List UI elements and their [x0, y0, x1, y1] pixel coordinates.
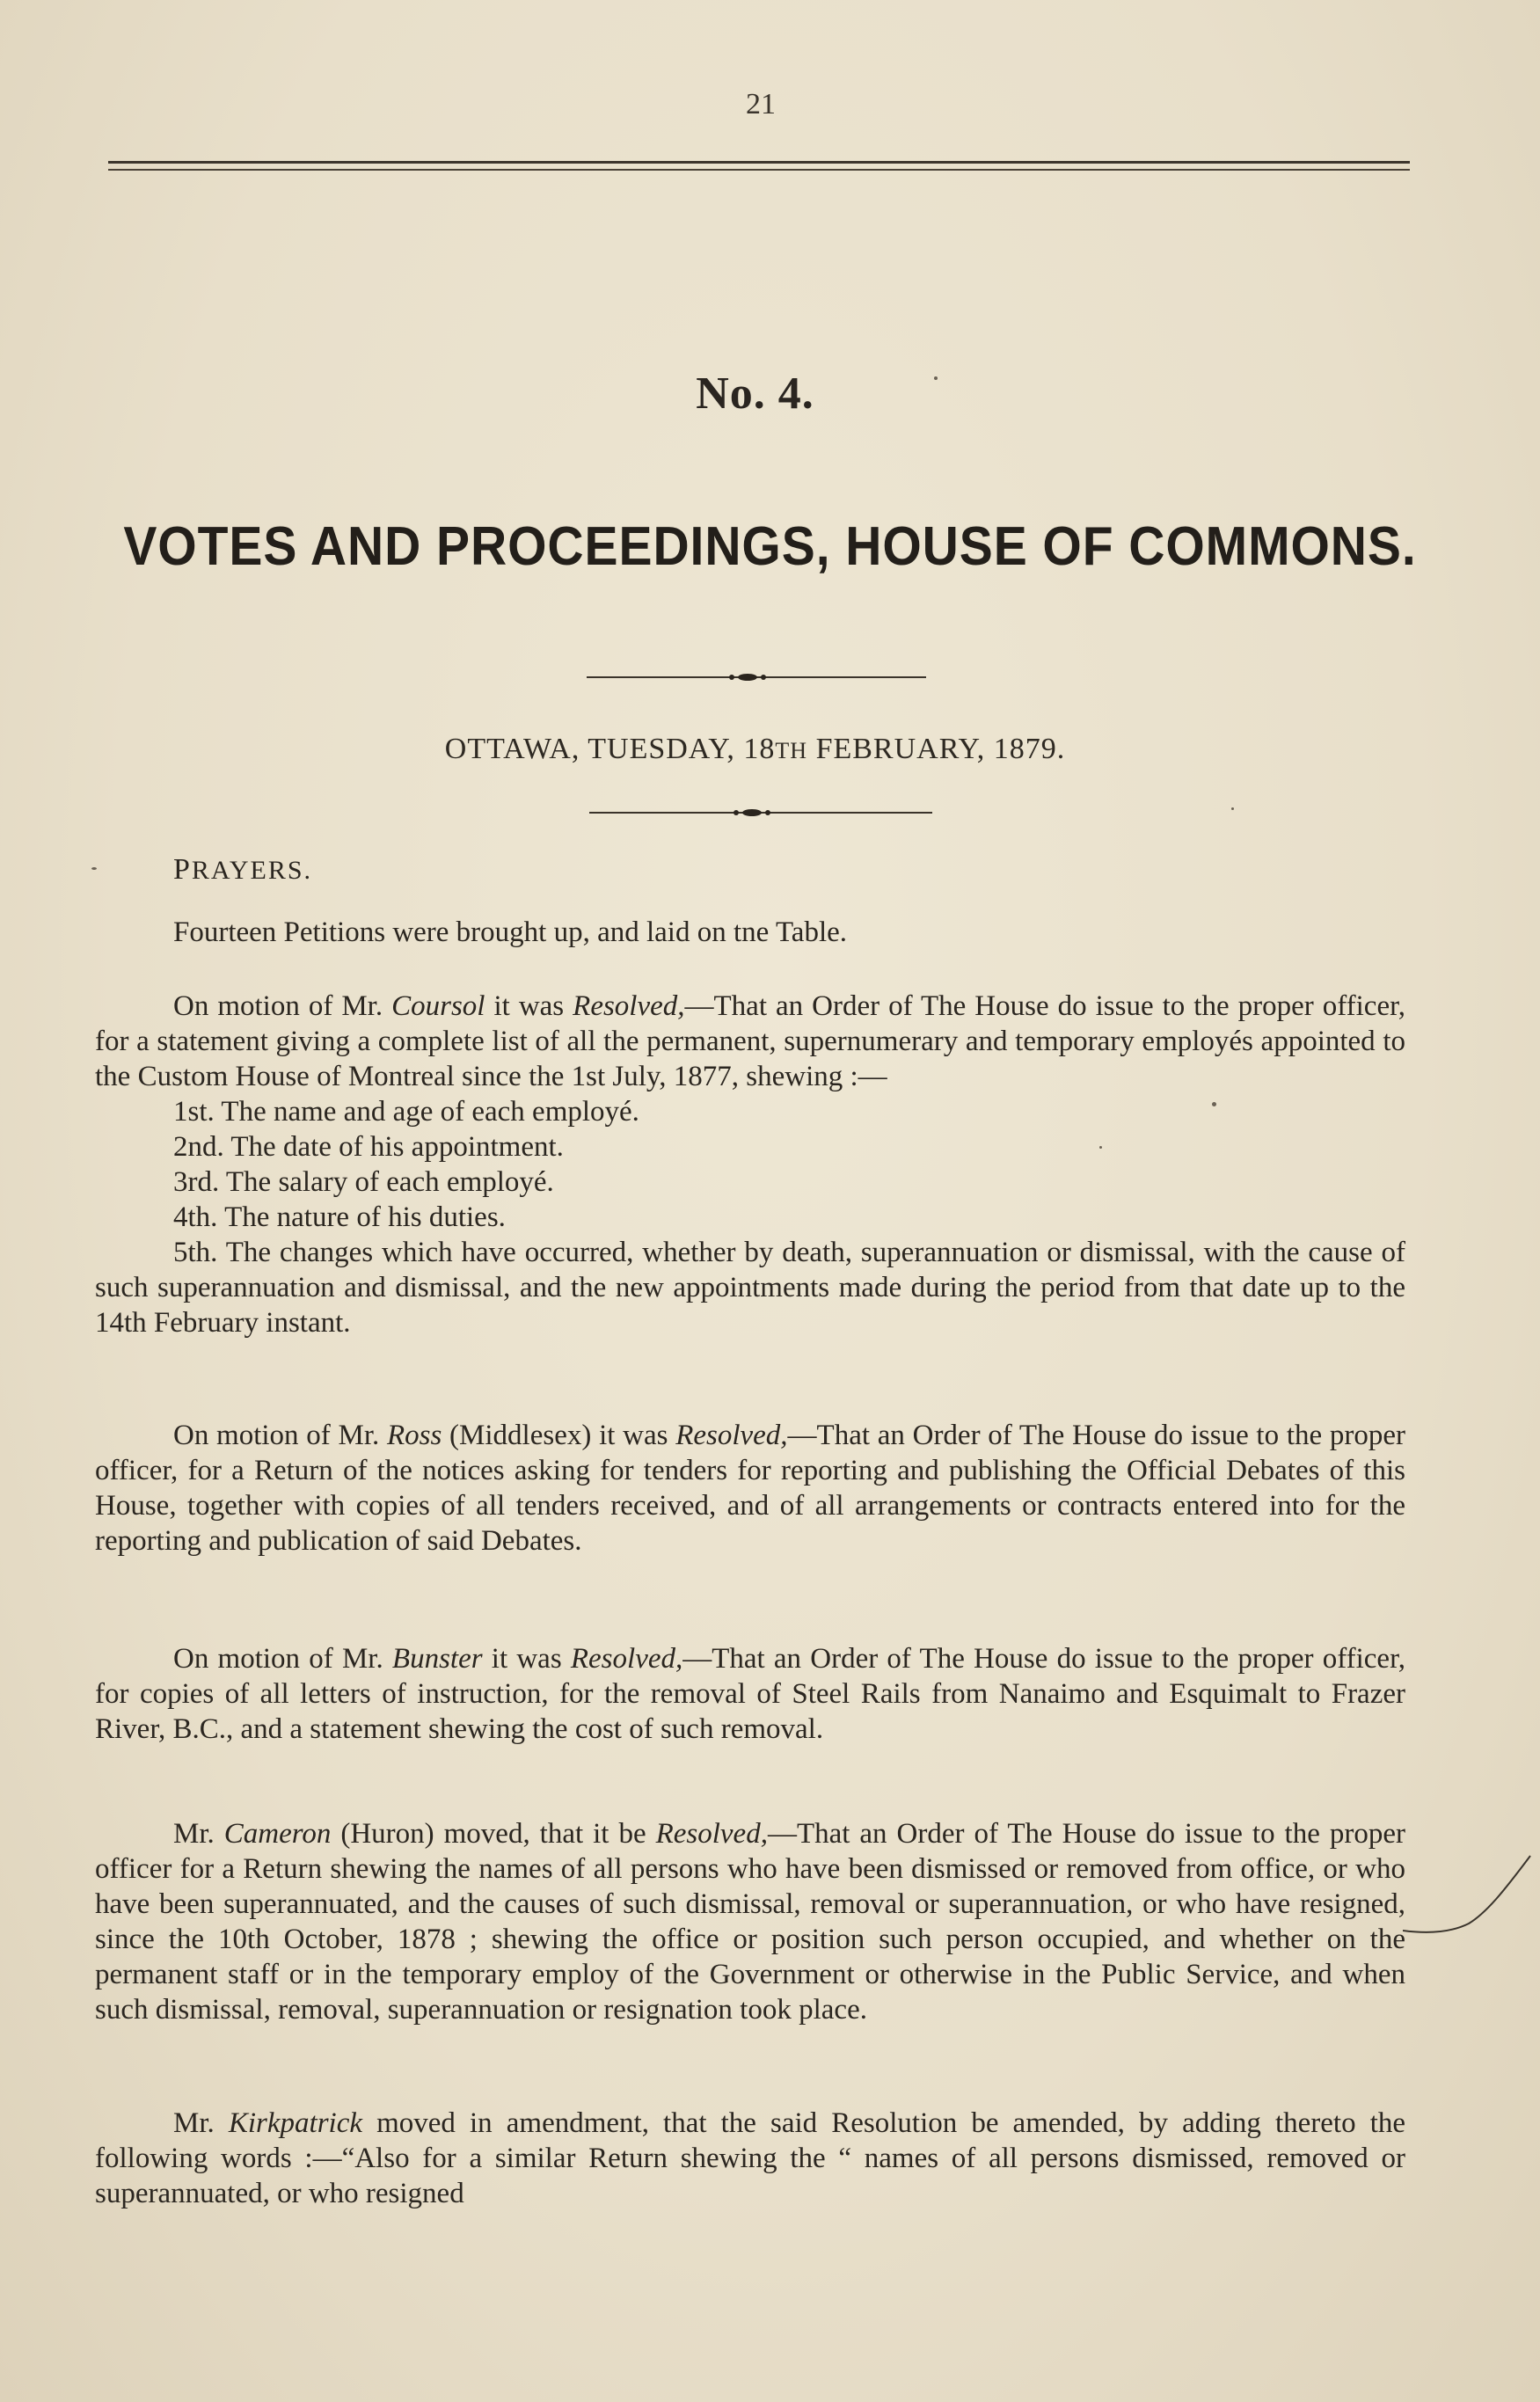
motion-kirkpatrick: [95, 2106, 1405, 2211]
motion-coursol-text: [95, 989, 1405, 1094]
petitions-paragraph: [95, 915, 1405, 950]
paper-speck: [91, 867, 97, 870]
dateline-part-b: FEBRUARY, 1879.: [807, 733, 1066, 765]
member-name-kirkpatrick: Kirkpatrick: [228, 2107, 363, 2139]
motion-kirkpatrick-body: moved in amendment, that the said Resolution be amended, by adding thereto the following words :—“Also for a similar Return shewing the “ names of all persons dismissed, removed or superannuated, or who resigned: [95, 2107, 1406, 2209]
resolved-bunster: Resolved,: [570, 1643, 683, 1675]
motion-cameron-mid: (Huron) moved, that it be: [331, 1818, 656, 1850]
paper-speck: [934, 376, 938, 380]
motion-bunster-mid: it was: [482, 1643, 571, 1675]
resolved-ross: Resolved,: [675, 1420, 788, 1451]
list-item: 4th. The nature of his duties.: [173, 1201, 506, 1233]
page-number: 21: [746, 88, 776, 120]
dateline: [0, 733, 1510, 766]
motion-cameron-text: [95, 1816, 1405, 2027]
ornament-divider-bottom: [589, 807, 932, 818]
dateline-ordinal: TH: [775, 738, 808, 763]
member-name-ross: Ross: [386, 1420, 442, 1451]
member-name-bunster: Bunster: [391, 1643, 483, 1675]
prayers-initial: P: [173, 853, 192, 886]
motion-ross-body: —That an Order of The House do issue to the proper officer, for a Return of the notices asking for tenders for reporting and publishing the Official Debates of this House, together with copies of all tenders received, and of all arrangements or contracts entered into for the reporting and publication of said Debates.: [95, 1420, 1405, 1557]
member-name-cameron: Cameron: [223, 1818, 332, 1850]
list-item: 2nd. The date of his appointment.: [173, 1131, 564, 1163]
ornament-divider-top: [587, 672, 926, 683]
motion-bunster-text: [95, 1641, 1405, 1747]
paper-speck: [1212, 1102, 1216, 1106]
motion-ross-mid: (Middlesex) it was: [442, 1420, 676, 1451]
motion-ross-lead: On motion of Mr.: [173, 1420, 387, 1451]
paper-speck: [1099, 1146, 1102, 1149]
handwritten-check-mark: [1403, 1843, 1535, 1966]
motion-coursol: [95, 989, 1405, 1340]
motion-coursol-lead: On motion of Mr.: [173, 990, 392, 1022]
motion-bunster-lead: On motion of Mr.: [173, 1643, 392, 1675]
resolved-cameron: Resolved,: [655, 1818, 768, 1850]
petitions-text: Fourteen Petitions were brought up, and laid on tne Table.: [173, 916, 848, 948]
paper-speck: [1231, 807, 1234, 810]
list-item: 1st. The name and age of each employé.: [173, 1096, 639, 1128]
motion-coursol-body: —That an Order of The House do issue to the proper officer, for a statement giving a complete list of all the permanent, supernumerary and temporary employés appointed to the Custom House of Montreal since the 1st July, 1877, shewing :—: [95, 990, 1406, 1092]
prayers-heading: [173, 853, 312, 887]
member-name-coursol: Coursol: [391, 990, 485, 1022]
motion-bunster-body: —That an Order of The House do issue to the proper officer, for copies of all letters of instruction, for the removal of Steel Rails from Nanaimo and Esquimalt to Frazer River, B.C., and a statement shewing the cost of such removal.: [95, 1643, 1405, 1745]
motion-cameron-lead: Mr.: [173, 1818, 224, 1850]
header-double-rule: [108, 161, 1410, 175]
list-item: 3rd. The salary of each employé.: [173, 1166, 554, 1198]
motion-ross: [95, 1418, 1405, 1559]
dateline-part-a: OTTAWA, TUESDAY, 18: [444, 733, 776, 765]
motion-kirkpatrick-text: [95, 2106, 1405, 2211]
document-title: VOTES AND PROCEEDINGS, HOUSE OF COMMONS.: [123, 516, 1417, 577]
document-number: No. 4.: [696, 369, 814, 419]
prayers-rest: RAYERS.: [191, 856, 313, 885]
motion-cameron: [95, 1816, 1405, 2027]
motion-cameron-body: —That an Order of The House do issue to the proper officer for a Return shewing the names of all persons who have been dismissed or removed from office, or who have been superannuated, and the causes of such dismissal, removal or superannuation, or who have resigned, since the 10th October, 1878 ; shewing the office or position such person occupied, and whether on the permanent staff or in the temporary employ of the Government or otherwise in the Public Service, and when such dismissal, removal, superannuation or resignation took place.: [95, 1818, 1405, 2026]
motion-coursol-mid: it was: [485, 990, 573, 1022]
list-item: 5th. The changes which have occurred, whether by death, superannuation or dismissal, with the cause of such superannuation and dismissal, and the new appointments made during the period from that date up to the 14th February instant.: [95, 1237, 1405, 1339]
motion-bunster: [95, 1641, 1405, 1747]
motion-kirkpatrick-lead: Mr.: [173, 2107, 229, 2139]
resolved-coursol: Resolved,: [573, 990, 685, 1022]
motion-ross-text: [95, 1418, 1405, 1559]
